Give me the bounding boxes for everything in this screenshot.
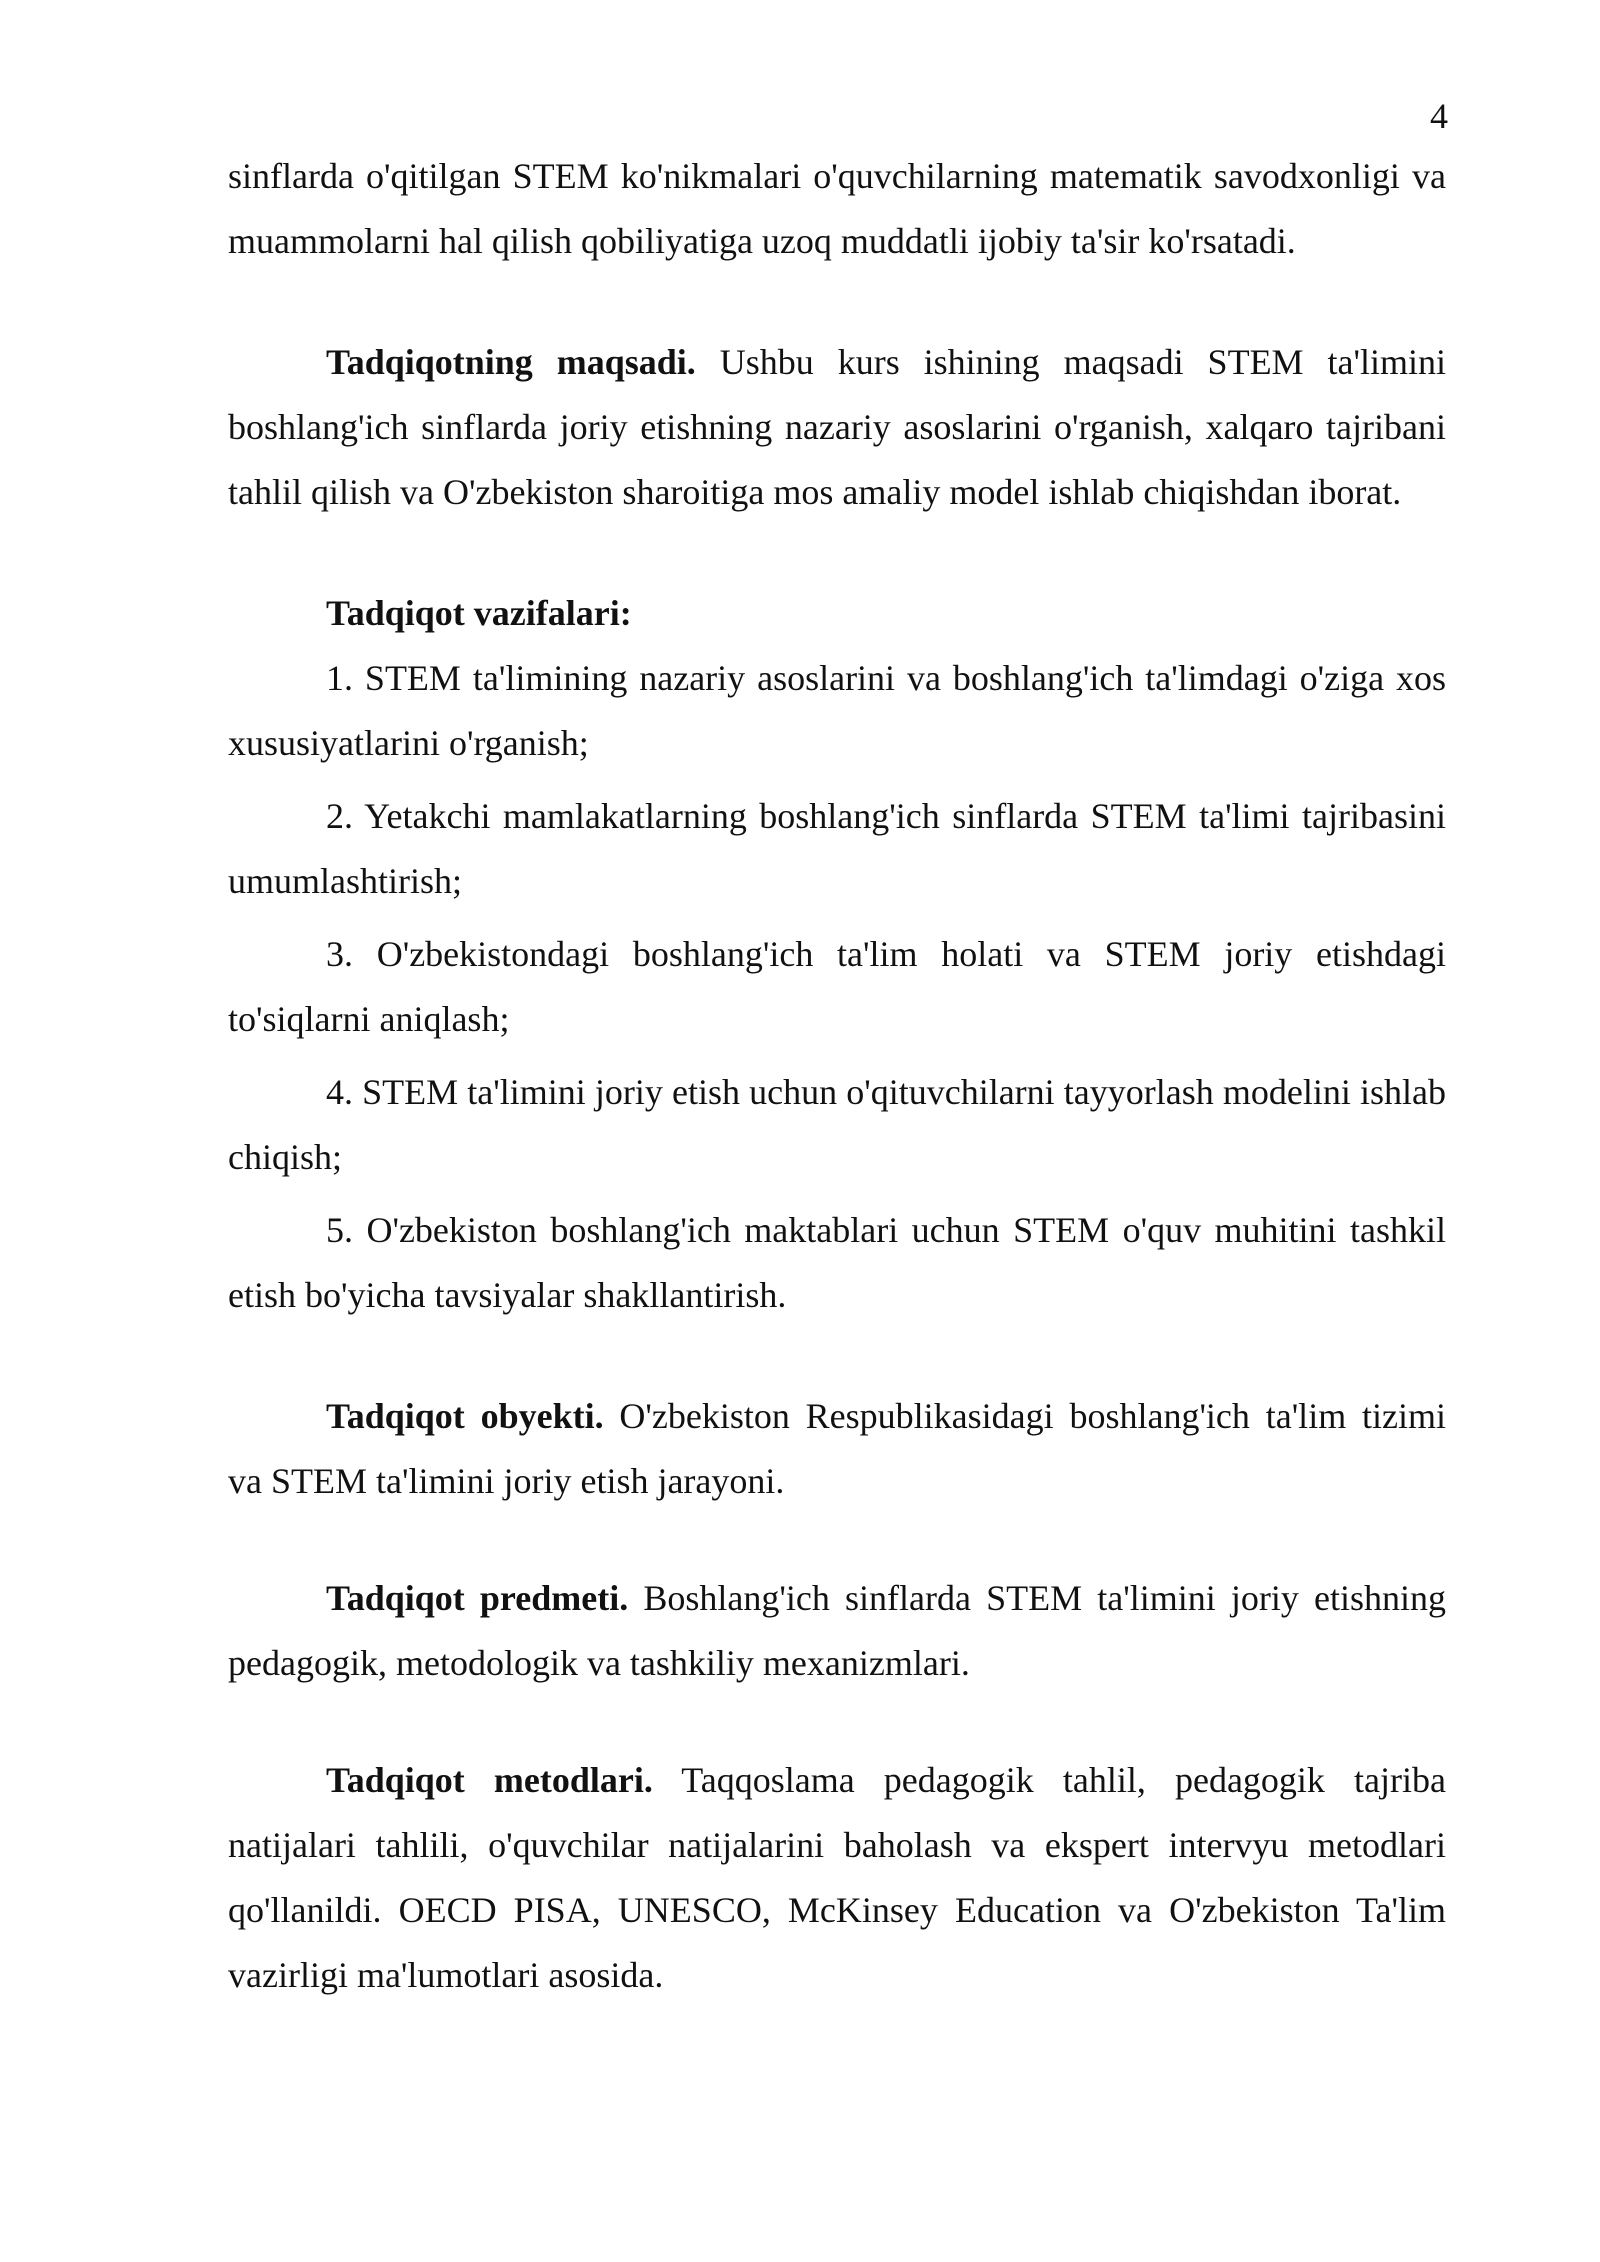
research-subject-text: Boshlang'ich sinflarda STEM ta'limini joriy etishning pedagogik, metodologik va tashkiliy mexanizmlari. <box>228 1578 1446 1683</box>
research-methods-heading: Tadqiqot metodlari. <box>326 1760 653 1800</box>
research-task-item: 3. O'zbekistondagi boshlang'ich ta'lim holati va STEM joriy etishdagi to'siqlarni aniqlash; <box>228 934 1446 1039</box>
research-methods-text: Taqqoslama pedagogik tahlil, pedagogik tajriba natijalari tahlili, o'quvchilar natijalarini baholash va ekspert intervyu metodlari qo'llanildi. OECD PISA, UNESCO, McKinsey Education va O'zbekiston Ta'lim vazirligi ma'lumotlari asosida. <box>228 1760 1446 1995</box>
research-task-item: 4. STEM ta'limini joriy etish uchun o'qituvchilarni tayyorlash modelini ishlab chiqish; <box>228 1072 1446 1177</box>
research-object-text: O'zbekiston Respublikasidagi boshlang'ich ta'lim tizimi va STEM ta'limini joriy etish jarayoni. <box>228 1396 1446 1501</box>
intro-continuation-paragraph: sinflarda o'qitilgan STEM ko'nikmalari o'quvchilarning matematik savodxonligi va muammolarni hal qilish qobiliyatiga uzoq muddatli ijobiy ta'sir ko'rsatadi. <box>228 156 1446 261</box>
research-subject-paragraph <box>228 1566 1446 1696</box>
research-methods-paragraph <box>228 1748 1446 2008</box>
research-object-paragraph <box>228 1384 1446 1514</box>
research-goal-text: Ushbu kurs ishining maqsadi STEM ta'limini boshlang'ich sinflarda joriy etishning nazariy asoslarini o'rganish, xalqaro tajribani tahlil qilish va O'zbekiston sharoitiga mos amaliy model ishlab chiqishdan iborat. <box>228 342 1446 512</box>
research-tasks-section <box>228 581 1446 1328</box>
research-task-item: 1. STEM ta'limining nazariy asoslarini va boshlang'ich ta'limdagi o'ziga xos xususiyatlarini o'rganish; <box>228 658 1446 763</box>
research-goal-paragraph <box>228 330 1446 525</box>
page-number: 4 <box>1430 96 1448 136</box>
research-goal-heading: Tadqiqotning maqsadi. <box>326 342 696 382</box>
research-tasks-heading: Tadqiqot vazifalari: <box>326 593 632 633</box>
research-task-item: 5. O'zbekiston boshlang'ich maktablari uchun STEM o'quv muhitini tashkil etish bo'yicha tavsiyalar shakllantirish. <box>228 1210 1446 1315</box>
research-object-heading: Tadqiqot obyekti. <box>326 1396 604 1436</box>
research-task-item: 2. Yetakchi mamlakatlarning boshlang'ich sinflarda STEM ta'limi tajribasini umumlashtirish; <box>228 796 1446 901</box>
page-content <box>228 144 1446 2008</box>
research-tasks-heading-paragraph <box>228 581 1446 646</box>
research-subject-heading: Tadqiqot predmeti. <box>326 1578 629 1618</box>
